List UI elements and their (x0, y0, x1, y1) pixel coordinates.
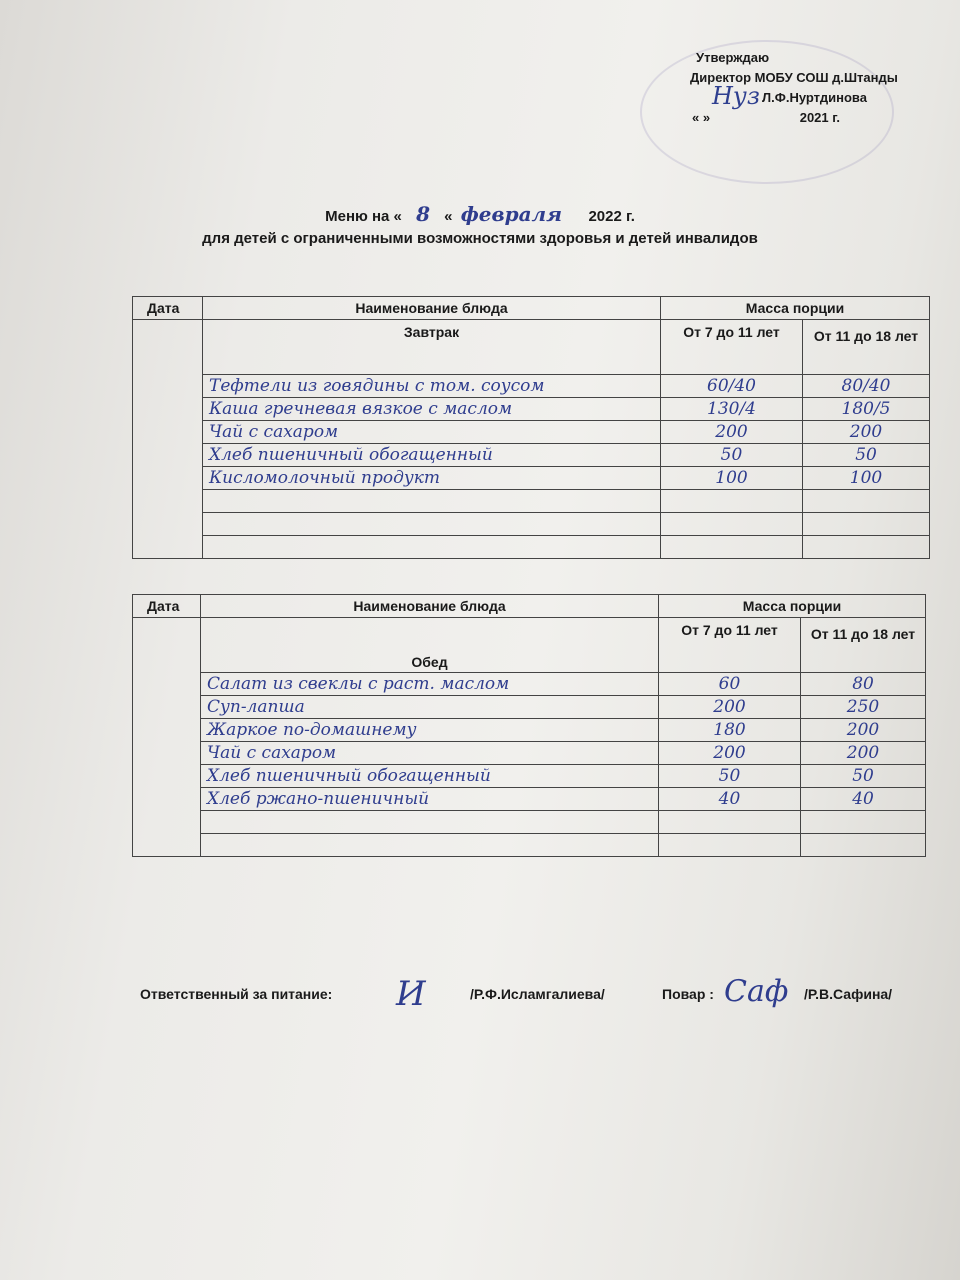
dish-name: Чай с сахаром (201, 742, 659, 765)
director-signature: Нуз (712, 82, 760, 110)
dish-name: Хлеб пшеничный обогащенный (201, 765, 659, 788)
header-date: Дата (133, 297, 203, 320)
approval-position: Директор МОБУ СОШ д.Штанды (690, 70, 898, 85)
table-row (133, 398, 930, 421)
dish-name: Кисломолочный продукт (203, 467, 661, 490)
header-portion-mass: Масса порции (659, 595, 926, 618)
dish-name: Хлеб ржано-пшеничный (201, 788, 659, 811)
cook-signature: Саф (724, 974, 789, 1009)
title-prefix: Меню на « (325, 208, 402, 225)
mass-7-11: 50 (661, 444, 803, 467)
dish-name: Салат из свеклы с раст. маслом (201, 673, 659, 696)
dish-name: Тефтели из говядины с том. соусом (203, 375, 661, 398)
date-cell (133, 618, 201, 857)
mass-7-11: 130/4 (661, 398, 803, 421)
table-row (133, 421, 930, 444)
table-row (133, 375, 930, 398)
empty-row (133, 490, 930, 513)
empty-row (133, 834, 926, 857)
mass-11-18: 200 (801, 742, 926, 765)
mass-11-18: 200 (803, 421, 930, 444)
empty-row (133, 536, 930, 559)
mass-7-11: 60/40 (661, 375, 803, 398)
mass-7-11: 200 (661, 421, 803, 444)
mass-7-11: 50 (659, 765, 801, 788)
dish-name: Каша гречневая вязкое с маслом (203, 398, 661, 421)
mass-7-11: 200 (659, 696, 801, 719)
table-row (133, 742, 926, 765)
mass-11-18: 80 (801, 673, 926, 696)
table-row (133, 719, 926, 742)
mass-11-18: 180/5 (803, 398, 930, 421)
mass-7-11: 200 (659, 742, 801, 765)
title-mid: « (444, 208, 453, 225)
dish-name: Хлеб пшеничный обогащенный (203, 444, 661, 467)
header-dish-name: Наименование блюда (203, 297, 661, 320)
approval-title: Утверждаю (696, 50, 770, 65)
responsible-signature: И (396, 974, 426, 1014)
approval-quote-open: « (692, 110, 700, 125)
mass-7-11: 40 (659, 788, 801, 811)
header-dish-name: Наименование блюда (201, 595, 659, 618)
approval-year: 2021 г. (799, 110, 840, 125)
menu-title (0, 202, 960, 226)
responsible-name: /Р.Ф.Исламгалиева/ (470, 986, 605, 1002)
dish-name: Суп-лапша (201, 696, 659, 719)
table-row (133, 673, 926, 696)
responsible-label: Ответственный за питание: (140, 986, 333, 1002)
cook-label: Повар : (662, 986, 714, 1002)
title-month: февраля (460, 202, 563, 226)
mass-7-11: 60 (659, 673, 801, 696)
dish-name: Чай с сахаром (203, 421, 661, 444)
mass-7-11: 180 (659, 719, 801, 742)
cook-name: /Р.В.Сафина/ (804, 986, 893, 1002)
lunch-table (132, 594, 926, 857)
mass-11-18: 50 (803, 444, 930, 467)
age-group-11-18: От 11 до 18 лет (801, 618, 926, 673)
table-row (133, 765, 926, 788)
mass-7-11: 100 (661, 467, 803, 490)
age-group-7-11: От 7 до 11 лет (659, 618, 801, 673)
header-portion-mass: Масса порции (661, 297, 930, 320)
menu-subtitle: для детей с ограниченными возможностями здоровья и детей инвалидов (202, 230, 758, 247)
meal-label: Обед (201, 618, 659, 673)
table-row (133, 696, 926, 719)
meal-label: Завтрак (203, 320, 661, 375)
date-cell (133, 320, 203, 559)
dish-name: Жаркое по-домашнему (201, 719, 659, 742)
approval-director-name: Л.Ф.Нуртдинова (762, 90, 867, 105)
approval-date (690, 108, 898, 128)
age-group-7-11: От 7 до 11 лет (661, 320, 803, 375)
mass-11-18: 100 (803, 467, 930, 490)
empty-row (133, 811, 926, 834)
mass-11-18: 40 (801, 788, 926, 811)
age-group-11-18: От 11 до 18 лет (803, 320, 930, 375)
header-date: Дата (133, 595, 201, 618)
table-row (133, 444, 930, 467)
title-day: 8 (416, 202, 430, 226)
empty-row (133, 513, 930, 536)
title-year: 2022 г. (588, 208, 635, 225)
table-row (133, 788, 926, 811)
mass-11-18: 80/40 (803, 375, 930, 398)
mass-11-18: 200 (801, 719, 926, 742)
approval-quote-close: » (702, 110, 711, 125)
mass-11-18: 250 (801, 696, 926, 719)
breakfast-table (132, 296, 930, 559)
mass-11-18: 50 (801, 765, 926, 788)
table-row (133, 467, 930, 490)
